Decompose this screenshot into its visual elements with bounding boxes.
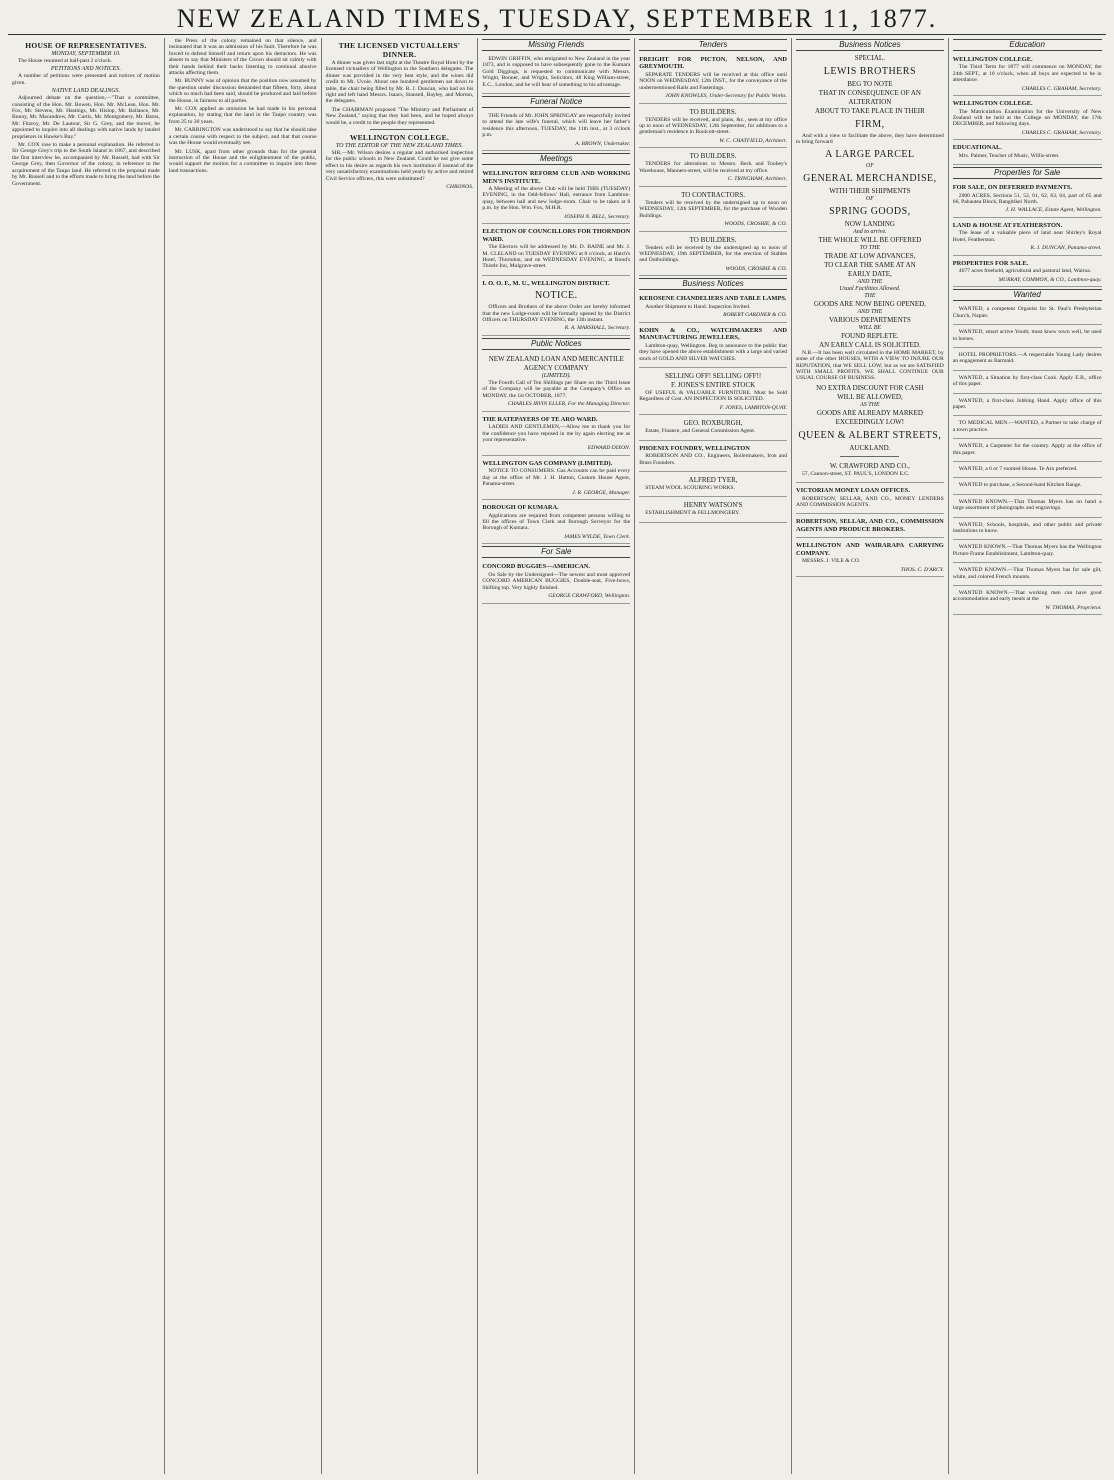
ad-line: GENERAL MERCHANDISE,: [803, 172, 937, 184]
ad-signature: R. J. DUNCAN, Panama-street.: [1030, 245, 1102, 252]
ad-signature: W. THOMAS, Proprietor.: [1045, 604, 1102, 611]
ad-title: HENRY WATSON'S: [683, 501, 743, 510]
ad-text: WANTED, smart active Youth; must know town well, be used to horses.: [952, 329, 1102, 342]
article-paragraph: Mr. LUSK, apart from other grounds than for the general instruction of the House and the enlightenment of the public, would support the motion for a committee to inquire into these land transactions.: [168, 148, 317, 174]
article-heading: THE LICENSED VICTUALLERS' DINNER.: [338, 41, 461, 59]
ad-line: TO THE: [859, 244, 881, 251]
ad-line: BEG TO NOTE: [847, 80, 893, 88]
ad-title: KEROSENE CHANDELIERS AND TABLE LAMPS.: [639, 295, 787, 303]
ad-text: 57, Cannon-street, ST. PAUL'S, LONDON E.C.: [801, 470, 910, 477]
divider: [840, 456, 899, 457]
wanted-ad: [953, 418, 1102, 439]
ad-text: A Meeting of the above Club will be held THIS (TUESDAY) EVENING, in the Odd-fellows' Hall, entrance from Lambton-quay, between hall and new lodge-room. Chair to be taken at 8 p.m. by the Hon. Wm. Fox, M.H.R.: [482, 186, 631, 212]
column-4-notices: [478, 38, 635, 1474]
ad-title: GEO. ROXBURGH,: [683, 419, 743, 428]
advertisement: [953, 182, 1102, 218]
ad-title: WELLINGTON COLLEGE.: [952, 100, 1033, 108]
ad-title: VICTORIAN MONEY LOAN OFFICES.: [795, 487, 910, 495]
ad-title: TO BUILDERS.: [689, 152, 737, 161]
ad-title: ALFRED TYER,: [688, 475, 738, 484]
ad-text: Officers and Brothers of the above Order are hereby informed that the new Lodge-room will be formally opened by the District Officers on THURSDAY EVENING, the 13th instant.: [482, 304, 631, 323]
advertisement: [482, 561, 630, 603]
advertisement: [482, 458, 630, 500]
ad-title: WELLINGTON REFORM CLUB AND WORKING MEN'S INSTITUTE.: [482, 170, 631, 185]
article-paragraph: The CHAIRMAN proposed "The Ministry and Parliament of New Zealand," saying that they had been, and he hoped always would be, a credit to the people they represented.: [325, 106, 474, 126]
section-header-public-notices: Public Notices: [482, 338, 630, 350]
ad-line: AND THE: [857, 278, 883, 285]
advertisement: [953, 54, 1102, 96]
ad-text: OF USEFUL & VALUABLE FURNITURE. Must be Sold Regardless of Cost. AN INSPECTION IS SOLICITED.: [639, 389, 787, 403]
wanted-ad: [953, 480, 1102, 494]
advertisement: [482, 111, 630, 151]
article-paragraph: A number of petitions were presented and notices of motion given.: [12, 73, 160, 86]
advertisement: [639, 106, 787, 149]
ad-text: WANTED KNOWN.—That Thomas Myers has for sale gilt, white, and colored French mounts.: [952, 567, 1102, 580]
ad-signature: GEORGE CRAWFORD, Wellington.: [548, 593, 631, 600]
column-5-tenders: [635, 38, 792, 1474]
ad-title: NEW ZEALAND LOAN AND MERCANTILE AGENCY COMPANY: [488, 354, 624, 372]
section-header-education: Education: [953, 39, 1102, 51]
ad-text: WANTED KNOWN.—That working men can have good accommodation and early meals at the: [952, 590, 1102, 603]
advertisement: [639, 293, 787, 322]
ad-text: SEPARATE TENDERS will be received at this office until NOON on WEDNESDAY, 12th INST., for the conveyance of the undermentioned Rails and Fastenings.: [639, 71, 787, 91]
ad-text: TENDERS will be received, and plans, &c., seen at my office up to noon of WEDNESDAY, 12th September, for additions to a gentleman's residence in Boulcott-street.: [639, 116, 787, 136]
article-paragraph: The House resumed at half-past 2 o'clock.: [18, 58, 113, 64]
ad-line: QUEEN & ALBERT STREETS,: [798, 429, 942, 441]
wanted-ad: [953, 327, 1102, 348]
advertisement: [639, 234, 787, 277]
advertisement: [482, 353, 630, 412]
columns: [8, 38, 1106, 1474]
advertisement: [639, 474, 787, 497]
ad-text: WANTED, a 6 or 7 roomed House. Te Aro preferred.: [958, 465, 1078, 472]
advertisement: [796, 485, 944, 514]
ad-signature: W. C. CHATFIELD, Architect.: [719, 137, 787, 144]
ad-line: ALTERATION: [848, 98, 892, 106]
article-heading: WELLINGTON COLLEGE.: [349, 133, 450, 143]
ad-title: KOHN & CO., WATCHMAKERS AND MANUFACTURING JEWELLERS,: [639, 326, 787, 342]
ad-title: I. O. O. F., M. U., WELLINGTON DISTRICT.: [482, 279, 610, 287]
wanted-ad: [953, 464, 1102, 478]
ad-line: FOUND REPLETE.: [841, 331, 899, 340]
ad-display-line: F. JONES'S ENTIRE STOCK: [670, 380, 756, 389]
ad-text: WANTED, a Carpenter for the country. Apply at the office of this paper.: [952, 443, 1102, 456]
advertisement: [639, 417, 787, 440]
ad-text: The Electors will be addressed by Mr. D. BAINE and Mr. J. M. CLELAND on TUESDAY EVENING at 8 o'clock, at Hatch's Hotel, Thorndon, and on WEDNESDAY EVENING, at Bond's Thistle Inn, Mulgrave-street.: [482, 244, 631, 270]
ad-text: WANTED, a Situation by first-class Cook. Apply E.B., office of this paper.: [952, 374, 1102, 388]
ad-text: EDWIN GRIFFIN, who emigrated to New Zealand in the year 1873, and is supposed to have subsequently gone to the Kumara Gold Diggings, is requested to communicate with Messrs. Wright, Bonner, and Wright, Solicitors, 48 King William-street, E.C., London, and he will hear of something to his advantage.: [482, 56, 631, 88]
ad-signature: R. A. MARSHALL, Secretary.: [564, 325, 631, 332]
ad-text: NOTICE TO CONSUMERS. Gas Accounts can be paid every day at the office of Mr. J. H. Hatton, Custom House Agent, Panama-street.: [482, 468, 631, 488]
ad-line: AN EARLY CALL IS SOLICITED.: [819, 340, 921, 349]
ad-line: TRADE AT LOW ADVANCES,: [824, 251, 916, 260]
ad-title: TO BUILDERS.: [689, 235, 737, 244]
ad-subtitle: (LIMITED).: [541, 372, 571, 379]
advertisement: [953, 258, 1102, 287]
masthead-rule: [8, 34, 1106, 35]
ad-text: WANTED, Schools, hospitals, and other public and private institutions to know.: [952, 521, 1102, 534]
advertisement: [953, 142, 1102, 165]
ad-title: WELLINGTON AND WAIRARAPA CARRYING COMPANY.: [795, 542, 944, 557]
column-7-education-wanted: [949, 38, 1106, 1474]
ad-signature: WOODS, CROSBIE & CO.: [725, 265, 787, 272]
section-header-tenders: Tenders: [639, 39, 787, 51]
ad-title: WELLINGTON COLLEGE.: [952, 56, 1033, 63]
ad-signature: C. TRINGHAM, Architect.: [727, 176, 787, 183]
ad-firm-name: LEWIS BROTHERS: [823, 66, 917, 77]
column-6-lewis-brothers: [792, 38, 949, 1474]
ad-title: PHOENIX FOUNDRY, WELLINGTON: [639, 444, 750, 452]
ad-text: The Third Term for 1877 will commence on MONDAY, the 24th SEPT., at 10 o'clock, when all boys are expected to be in attendance.: [952, 64, 1102, 84]
wanted-ad: [953, 588, 1102, 615]
ad-line: NO EXTRA DISCOUNT FOR CASH: [816, 383, 924, 392]
ad-line: VARIOUS DEPARTMENTS: [828, 315, 911, 324]
ad-text: LADIES AND GENTLEMEN,—Allow me to thank you for the confidence you have reposed in me by again electing me as your representative.: [482, 424, 631, 443]
wanted-ad: [953, 350, 1102, 371]
divider: [370, 129, 429, 130]
article-paragraph: Adjourned debate on the question,—"That a committee, consisting of the Hon. Mr. Bowen, Hon. Mr. McLean, Hon. Mr. Fox, Mr. Stevens, Mr. Hastings, Mr. Hislop, Mr. Ballance, Mr. Bunny, Mr. Macandrew, Mr. Curtis, Mr. Montgomery, Mr. Barns, Mr. Fitzroy, Mr. De Lautour, Sir G. Grey, and the mover, be appointed to inquire into all dealings with native lands by landed proprietors in Hawke's Bay.": [12, 95, 160, 140]
wanted-ad: [953, 441, 1102, 462]
section-header-missing-friends: Missing Friends: [482, 39, 630, 51]
ad-text: And with a view to facilitate the above, they have determined to bring forward: [795, 133, 944, 146]
ad-line: Usual Facilities Allowed.: [839, 285, 901, 292]
ad-text: The Matriculation Examination for the University of New Zealand will be held at the College on MONDAY, the 17th DECEMBER, and following days.: [952, 108, 1102, 128]
article-paragraph: SIR,—Mr. Wilson desires a regular and authorised inspection for the public schools in New Zealand. Could he not give some effect to his desire as regards his own institution if instead of the very unsatisfactory examinations held yearly by active and retired Civil Service officers, this were substituted?: [325, 150, 474, 182]
ad-signature: CHARLES C. GRAHAM, Secretary.: [1021, 85, 1102, 92]
ad-title: W. CRAWFORD AND CO.,: [829, 461, 910, 470]
ad-title: TO BUILDERS.: [689, 107, 737, 116]
ad-line: EXCEEDINGLY LOW!: [835, 417, 905, 426]
ad-line: OF: [865, 162, 874, 169]
ad-text: WANTED, a competent Organist for St. Paul's Presbyterian Church, Napier.: [952, 306, 1102, 319]
ad-line: AS THE: [860, 401, 880, 408]
ad-title: ROBERTSON, SELLAR, AND CO., COMMISSION AGENTS AND PRODUCE BROKERS.: [795, 518, 944, 533]
ad-text: MESSRS. J. VILE & CO.: [801, 558, 861, 565]
ad-title: SELLING OFF! SELLING OFF!!: [664, 371, 762, 380]
article-subheading: TO THE EDITOR OF THE NEW ZEALAND TIMES.: [335, 143, 464, 150]
ad-text: ESTABLISHMENT & FELLMONGERY.: [645, 510, 740, 517]
ad-signature: CHARLES C. GRAHAM, Secretary.: [1021, 129, 1102, 136]
ad-line: THE WHOLE WILL BE OFFERED: [818, 235, 922, 244]
ad-text: WANTED KNOWN.—That Thomas Myers has the Wellington Picture Frame Establishment, Lambton-quay.: [952, 544, 1102, 557]
ad-text: On Sale by the Undersigned—The newest and most approved CONCORD AMERICAN BUGGIES, Double-seat, Five-bows, Shifting top. Very highly finished.: [482, 571, 631, 591]
ad-line: THE: [864, 292, 876, 299]
column-2-parliament-cont: [165, 38, 322, 1474]
advertisement: [482, 278, 630, 336]
ad-signature: JAMES WYLDE, Town Clerk.: [563, 533, 631, 540]
ad-text: The Fourth Call of Ten Shillings per Share on the Third Issue of the Company will be payable at the Company's Office on MONDAY, the 1st OCTOBER, 1877.: [482, 379, 631, 399]
ad-text: WANTED, a first-class Jobbing Hand. Apply office of this paper.: [952, 397, 1102, 410]
ad-text: Applications are required from competent persons willing to fill the offices of Town Clerk and Borough Surveyor for the Borough of Kumara.: [482, 512, 631, 532]
wanted-ad: [953, 542, 1102, 563]
ad-title: EDUCATIONAL.: [952, 144, 1002, 152]
wanted-ad: [953, 565, 1102, 586]
ad-text: TENDERS for alterations to Messrs. Beck and Toohey's Warehouse, Manners-street, will be received at my office.: [639, 161, 787, 174]
ad-line: AUCKLAND.: [849, 443, 891, 452]
ad-line: A LARGE PARCEL: [825, 148, 915, 160]
column-1-parliament: [8, 38, 165, 1474]
ad-line: AND THE: [857, 308, 883, 315]
ad-text: Tenders will be received by the undersigned up to noon of WEDNESDAY, 19th SEPTEMBER, for the erection of Stables and Outbuildings.: [639, 244, 787, 264]
section-header-for-sale: For Sale: [482, 546, 630, 558]
advertisement: [639, 499, 787, 522]
ad-text: 2000 ACRES, Sections 51, 52, 61, 62, 63, 64, part of 65 and 66, Pahautea Block, Rangitikei North.: [952, 192, 1102, 206]
ad-text: THE Friends of Mr. JOHN SPRINGAY are respectfully invited to attend the late wife's funeral, which will leave her father's residence this afternoon, TUESDAY, the 11th inst., at 3 o'clock p.m.: [482, 113, 631, 139]
ad-signature: MURRAY, COMMON, & CO., Lambton-quay.: [998, 276, 1102, 283]
ad-line: WILL BE: [858, 324, 882, 331]
article-paragraph: A dinner was given last night at the Theatre Royal Hotel by the licensed victuallers of Wellington to the Southern delegates. The dinner was provided in the very best style, and the wines did credit to Mr. Uvoie. About one hundred gentlemen sat down to table, the chair being filled by Mr. R. J. Duncan, who had on his right and left hand Messrs. Isaacs, Stansell, Bayley, and Morton, the delegates.: [325, 60, 474, 105]
ad-title: BOROUGH OF KUMARA.: [482, 504, 559, 512]
ad-line: TO CLEAR THE SAME AT AN: [824, 260, 916, 269]
ad-line: EARLY DATE,: [848, 269, 892, 278]
section-header-business-notices: Business Notices: [639, 278, 787, 290]
ad-title: THE RATEPAYERS OF TE ARO WARD.: [482, 415, 598, 423]
masthead: NEW ZEALAND TIMES, TUESDAY, SEPTEMBER 11, 1877.: [176, 4, 938, 33]
ad-line: THAT IN CONSEQUENCE OF AN: [818, 89, 921, 97]
article-paragraph: Mr. COX applied an omission he had made in his personal explanation, by stating that the land in the Taupo country was from 25 to 30 years.: [168, 106, 317, 125]
ad-line: WITH THEIR SHIPMENTS: [829, 186, 911, 195]
ad-signature: THOS. C. D'ARCY.: [900, 566, 944, 573]
ad-signature: JOHN KNOWLES, Under-Secretary for Public Works.: [665, 93, 787, 100]
ad-line: GOODS ARE ALREADY MARKED: [816, 408, 923, 417]
ad-signature: WOODS, CROSBIE, & CO.: [724, 221, 787, 228]
advertisement: [639, 189, 787, 232]
advertisement: [796, 516, 944, 538]
ad-text: ROBERTSON, SELLAR, AND CO., MONEY LENDERS AND COMMISSION AGENTS.: [795, 495, 944, 509]
article-paragraph: Mr. COX rose to make a personal explanation. He referred to Sir George Grey's trip to the South Island in 1867, and described the first interview he, accompanied by Mr. Russell, had with Sir George Grey, then Governor of the colony, in reference to the acquirement of the Taupo land. He referred to the proposal made by Mr. Russell and to the efforts made to bring the land before the Government.: [12, 142, 160, 187]
ad-line: OF: [865, 195, 874, 202]
ad-line: ABOUT TO TAKE PLACE IN THEIR: [814, 107, 925, 115]
wanted-ad: [953, 520, 1102, 541]
advertisement: [953, 98, 1102, 140]
ad-text: WANTED to purchase, a Second-hand Kitchen Range.: [958, 482, 1082, 489]
ad-signature: J. R. GEORGE, Manager.: [572, 489, 631, 496]
advertisement: [796, 540, 944, 577]
ad-text: Another Shipment to Hand. Inspection Invited.: [645, 303, 751, 310]
ad-line: GOODS ARE NOW BEING OPENED,: [813, 299, 926, 308]
advertisement: [639, 150, 787, 186]
ad-text: HOTEL PROPRIETORS.—A respectable Young Lady desires an engagement as Barmaid.: [952, 351, 1102, 365]
ad-line: SPRING GOODS,: [829, 205, 911, 217]
advertisement: [482, 502, 630, 544]
ad-title: WELLINGTON GAS COMPANY (LIMITED).: [482, 459, 613, 467]
section-header-business-notices: Business Notices: [796, 39, 944, 51]
ad-line: WILL BE ALLOWED,: [837, 392, 903, 401]
section-header-wanted: Wanted: [953, 289, 1102, 301]
advertisement: [639, 443, 787, 472]
ad-text: The lease of a valuable piece of land near Shirley's Royal Hotel, Featherston.: [952, 230, 1102, 243]
ad-title: ELECTION OF COUNCILLORS FOR THORNDON WARD.: [482, 228, 631, 243]
section-header-funeral-notice: Funeral Notice: [482, 96, 630, 108]
article-paragraph: Mr. BUNNY was of opinion that the position now assumed by the question under discussion demanded that fifteen, forty, about which so much had been said, should be produced and laid before the House, in fairness to all parties.: [168, 78, 317, 104]
wanted-ad: [953, 396, 1102, 417]
ad-text: Estate, Finance, and General Commission Agent.: [645, 428, 756, 435]
advertisement: [796, 460, 944, 483]
ad-text: Mrs. Palmer, Teacher of Music, Willis-street.: [958, 152, 1060, 159]
ad-title: FREIGHT FOR PICTON, NELSON, AND GREYMOUTH.: [639, 56, 787, 71]
advertisement: [639, 325, 787, 368]
ad-text: N.B.—It has been well circulated in the HOME MARKET, by some of the other HOUSES, WITH A VIEW TO INJURE OUR REPUTATION, that WE SELL LOW; but as we are SATISFIED WITH SMALL PROFITS, WE SHALL CONTINUE OUR USUAL COURSE OF BUSINESS.: [795, 349, 944, 382]
ad-title: LAND & HOUSE AT FEATHERSTON.: [952, 222, 1063, 230]
ad-text: Lambton-quay, Wellington. Beg to announce to the public that they have opened the above establishment with a large and varied stock of GOLD AND SILVER WATCHES.: [639, 342, 787, 362]
advertisement: [482, 226, 630, 275]
ad-title: CONCORD BUGGIES—AMERICAN.: [482, 563, 590, 571]
ad-signature: F. JONES, LAMBTON-QUAY.: [719, 404, 787, 411]
ad-display-line: NOTICE.: [534, 290, 578, 302]
ad-text: STEAM WOOL SCOURING WORKS.: [645, 484, 735, 491]
article-paragraph: the Press of the colony remained on that silence, and insinuated that it was an admission of his fault. Therefore he was forced to defend himself and return upon his detractors. He was absent to say that Ministers of the Crown should sit calmly with their hands behind their backs listening to continual abusive attacks affecting them.: [168, 38, 317, 77]
ad-text: WANTED KNOWN.—That Thomas Myers has on hand a large assortment of photographs and engravings.: [952, 498, 1102, 512]
wanted-ad: [953, 304, 1102, 325]
ad-text: TO MEDICAL MEN.—WANTED, a Partner to take charge of a town practice.: [952, 420, 1102, 433]
advertisement: [482, 414, 630, 456]
ad-title: PROPERTIES FOR SALE.: [952, 259, 1029, 267]
wanted-ad: [953, 373, 1102, 394]
ad-signature: J. H. WALLACE, Estate Agent, Wellington.: [1005, 207, 1102, 214]
ad-line: SPECIAL.: [854, 54, 885, 62]
ad-text: Tenders will be received by the undersigned up to noon on WEDNESDAY, 12th SEPTEMBER, for the purchase of Wooden Buildings.: [639, 199, 787, 219]
ad-text: ROBERTSON AND CO., Engineers, Boilermakers, Iron and Brass Founders.: [639, 453, 787, 466]
ad-text: 4677 acres freehold, agricultural and pastoral land, Wairoa.: [958, 268, 1092, 275]
letter-signature: CHRONOS.: [446, 184, 474, 191]
article-subheading: NATIVE LAND DEALINGS.: [51, 88, 121, 95]
advertisement: [482, 168, 630, 224]
article-subheading: PETITIONS AND NOTICES.: [50, 66, 121, 73]
ad-title: FOR SALE, ON DEFERRED PAYMENTS.: [952, 184, 1073, 192]
advertisement: [639, 54, 787, 104]
ad-signature: JOSEPH N. BELL, Secretary.: [563, 213, 631, 220]
section-header-meetings: Meetings: [482, 153, 630, 165]
advertisement: [639, 370, 787, 415]
article-date: MONDAY, SEPTEMBER 10.: [51, 51, 121, 57]
ad-signature: CHARLES IRVIN ELLER, For the Managing Director.: [507, 401, 631, 408]
wanted-ad: [953, 497, 1102, 518]
advertisement: [953, 220, 1102, 256]
ad-signature: EDWARD DIXON.: [587, 445, 631, 452]
article-paragraph: Mr. CARRINGTON was understood to say that he should take a certain course with respect to the subject, and that that course was the House would eventually see.: [168, 127, 317, 147]
ad-title: TO CONTRACTORS.: [681, 190, 746, 199]
article-heading: HOUSE OF REPRESENTATIVES.: [25, 41, 147, 50]
column-3-articles: [322, 38, 479, 1474]
ad-line: NOW LANDING: [844, 219, 895, 228]
advertisement: [482, 54, 630, 94]
ad-signature: ROBERT GARDNER & CO.: [723, 312, 787, 319]
ad-line: FIRM,: [855, 119, 885, 130]
ad-line: And to arrive.: [853, 228, 887, 235]
section-header-properties-for-sale: Properties for Sale: [953, 167, 1102, 179]
ad-signature: A. BROWN, Undertaker.: [575, 140, 631, 147]
